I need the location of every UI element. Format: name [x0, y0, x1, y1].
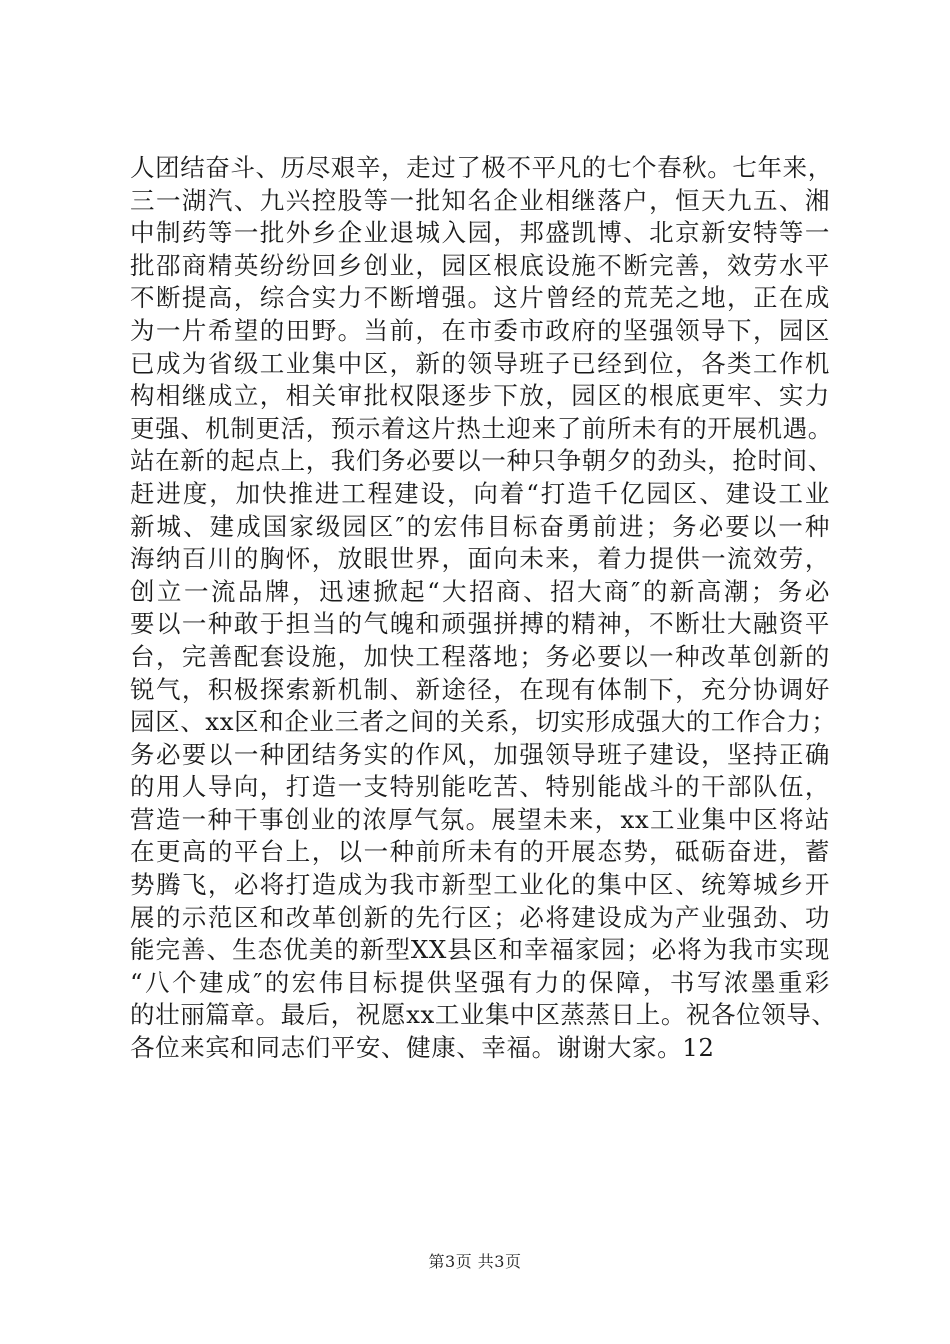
- text-line: 创立一流品牌，迅速掀起“大招商、招大商″的新高潮；务必: [130, 576, 830, 606]
- text-line: 园区、xx区和企业三者之间的关系，切实形成强大的工作合力；: [130, 707, 837, 737]
- text-line: 的用人导向，打造一支特别能吃苦、特别能战斗的干部队伍，: [130, 772, 830, 802]
- page-footer: 第3页 共3页: [428, 1252, 522, 1271]
- body-text: [130, 152, 837, 1065]
- text-line: 批邵商精英纷纷回乡创业，园区根底设施不断完善，效劳水平: [130, 250, 830, 280]
- text-line: 势腾飞，必将打造成为我市新型工业化的集中区、统筹城乡开: [130, 870, 830, 900]
- text-line: 各位来宾和同志们平安、健康、幸福。谢谢大家。12: [130, 1033, 715, 1063]
- text-line: 在更高的平台上，以一种前所未有的开展态势，砥砺奋进，蓄: [130, 837, 830, 867]
- text-line: 海纳百川的胸怀，放眼世界，面向未来，着力提供一流效劳，: [130, 544, 830, 574]
- text-line: 已成为省级工业集中区，新的领导班子已经到位，各类工作机: [130, 348, 830, 378]
- text-line: 人团结奋斗、历尽艰辛，走过了极不平凡的七个春秋。七年来，: [130, 153, 833, 182]
- text-line: 能完善、生态优美的新型XX县区和幸福家园；必将为我市实现: [130, 935, 830, 965]
- text-line: 三一湖汽、九兴控股等一批知名企业相继落户，恒天九五、湘: [130, 185, 830, 215]
- text-line: 不断提高，综合实力不断增强。这片曾经的荒芜之地，正在成: [130, 283, 830, 313]
- text-line: 营造一种干事创业的浓厚气氛。展望未来，xx工业集中区将站: [130, 804, 830, 834]
- text-line: 务必要以一种团结务实的作风，加强领导班子建设，坚持正确: [130, 739, 830, 769]
- text-line: 构相继成立，相关审批权限逐步下放，园区的根底更牢、实力: [130, 381, 830, 411]
- text-line: 要以一种敢于担当的气魄和顽强拼搏的精神，不断壮大融资平: [130, 609, 830, 639]
- text-line: 中制药等一批外乡企业退城入园，邦盛凯博、北京新安特等一: [130, 218, 830, 248]
- text-line: 更强、机制更活，预示着这片热土迎来了前所未有的开展机遇。: [130, 413, 833, 443]
- text-line: 为一片希望的田野。当前，在市委市政府的坚强领导下，园区: [130, 315, 830, 345]
- text-line: 站在新的起点上，我们务必要以一种只争朝夕的劲头，抢时间、: [130, 446, 833, 476]
- text-line: 新城、建成国家级园区″的宏伟目标奋勇前进；务必要以一种: [130, 511, 830, 541]
- text-line: 赶进度，加快推进工程建设，向着“打造千亿园区、建设工业: [130, 478, 830, 508]
- text-line: 的壮丽篇章。最后，祝愿xx工业集中区蒸蒸日上。祝各位领导、: [130, 1000, 837, 1030]
- text-line: “八个建成″的宏伟目标提供坚强有力的保障，书写浓墨重彩: [130, 967, 830, 997]
- text-line: 锐气，积极探索新机制、新途径，在现有体制下，充分协调好: [130, 674, 830, 704]
- text-line: 台，完善配套设施，加快工程落地；务必要以一种改革创新的: [130, 641, 830, 671]
- text-line: 展的示范区和改革创新的先行区；必将建设成为产业强劲、功: [130, 902, 830, 932]
